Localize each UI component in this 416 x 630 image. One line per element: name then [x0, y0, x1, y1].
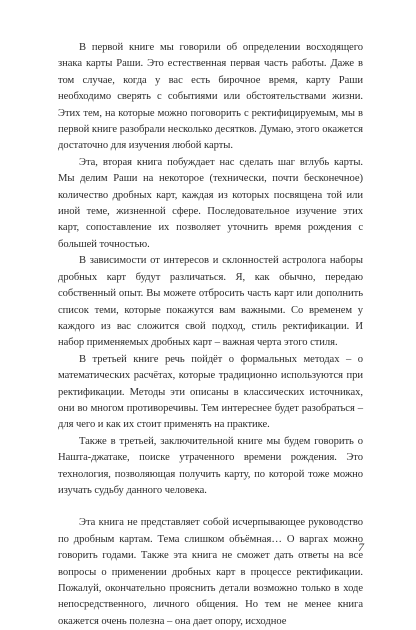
page-text: [58, 40, 363, 630]
section-gap: [58, 499, 363, 515]
paragraph-3: В зависимости от интересов и склонностей астролога наборы дробных карт будут различаться. Я, как обычно, передаю собственный опыт. Вы можете отбросить часть карт или дополнить список теми, которые покажутся вам важными. Со временем у каждого из вас сложится свой подход, стиль ректификации. И набор применяемых дробных карт – важная черта этого стиля.: [58, 255, 363, 349]
paragraph-4: В третьей книге речь пойдёт о формальных методах – о математических расчётах, которые традиционно используются при ректификации. Методы эти описаны в классических источниках, они во многом противоречивы. Тем интереснее будет разобраться – для чего и как их стоит применять на практике.: [58, 353, 363, 431]
paragraph-5: Также в третьей, заключительной книге мы будем говорить о Нашта-джатаке, поиске утраченного времени рождения. Это технология, позволяющая получить карту, по которой тоже можно изучать судьбу данного человека.: [58, 435, 363, 496]
paragraph-1: В первой книге мы говорили об определении восходящего знака карты Раши. Это естественная первая часть работы. Даже в том случае, когда у вас есть бирочное время, карту Раши необходимо сверять с событиями или обстоятельствами жизни. Этих тем, на которые можно поговорить с ректифицируемым, мы в первой книге разобрали несколько десятков. Думаю, этого окажется достаточно для изучения любой карты.: [58, 42, 363, 152]
paragraph-2: Эта, вторая книга побуждает нас сделать шаг вглубь карты. Мы делим Раши на некоторое (технически, почти бесконечное) количество дробных карт, каждая из которых посвящена той или иной теме, жизненной сфере. Последовательное изучение этих карт, сопоставление их позволяет уточнить время рождения с большей точностью.: [58, 156, 363, 250]
paragraph-6: Эта книга не представляет собой исчерпывающее руководство по дробным картам. Тема слишком объёмная… О варгах можно говорить годами. Также эта книга не сможет дать ответы на все вопросы о применении дробных карт в процессе ректификации. Пожалуй, окончательно прояснить детали возможно только в ходе непосредственного, личного общения. Но тем не менее книга окажется очень полезна – она дает опору, исходное: [58, 517, 363, 627]
page-number: 7: [358, 540, 364, 554]
